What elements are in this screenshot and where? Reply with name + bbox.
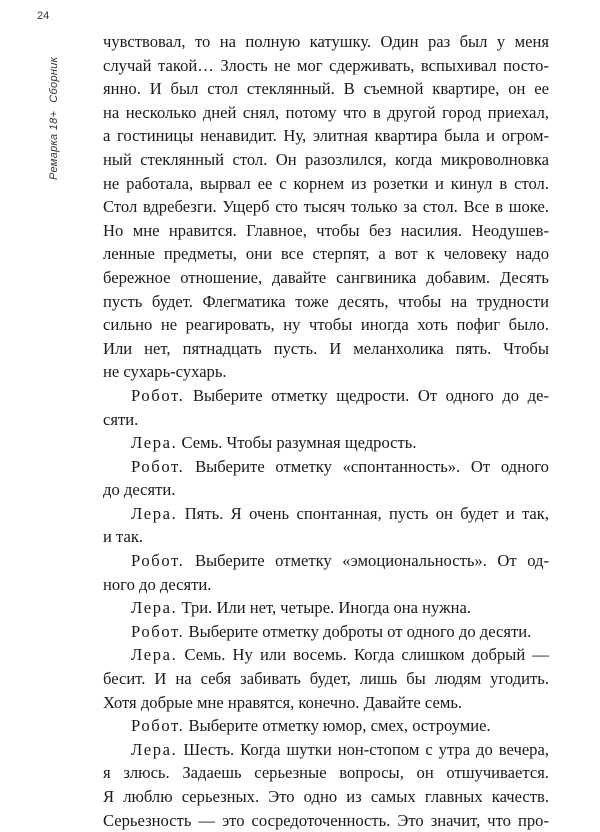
page-number: 24 — [37, 10, 50, 22]
dialogue-paragraph — [103, 549, 549, 596]
speaker-name: Робот. — [131, 716, 185, 736]
speech-text: Три. Или нет, четыре. Иногда она нужна. — [181, 598, 471, 618]
speech-text: Выберите отметку щедрости. От одного до де- — [192, 385, 549, 405]
speech-text: Выберите отметку юмор, смех, остроумие. — [188, 716, 491, 736]
text-line — [103, 620, 549, 644]
speaker-name: Робот. — [131, 621, 185, 641]
running-head-section: Сборник — [48, 56, 60, 103]
dialogue-paragraph — [103, 738, 549, 832]
speech-text: Выберите отметку «спонтанность». От одного — [195, 456, 549, 476]
text-line: бережное отношение, давайте сангвиника добавим. Десять — [103, 267, 549, 287]
text-line: пусть будет. Флегматика тоже десять, чтобы на трудности — [103, 291, 549, 311]
speech-text: Шесть. Когда шутки нон-стопом с утра до вечера, — [183, 739, 549, 759]
running-head — [48, 57, 60, 180]
dialogue-paragraph — [103, 596, 549, 620]
dialogue-paragraph — [103, 384, 549, 431]
text-line: на несколько дней снял, потому что в другой город приехал, — [103, 102, 549, 122]
speaker-name: Лера. — [131, 739, 178, 759]
text-line: чувствовал, то на полную катушку. Один раз был у меня — [103, 32, 549, 51]
text-line — [103, 455, 549, 479]
text-line: до десяти. — [103, 480, 176, 500]
dialogue-paragraph — [103, 502, 549, 549]
running-head-title: Ремарка 18+ — [48, 110, 60, 180]
text-line: не сухарь-сухарь. — [103, 362, 227, 382]
text-line: Стол вдребезги. Ущерб сто тысяч только за стол. Все в шоке. — [103, 197, 549, 217]
dialogue-paragraph — [103, 455, 549, 502]
dialogue-paragraph — [103, 643, 549, 714]
text-line: ленные предметы, они все стерпят, а вот к человеку надо — [103, 244, 549, 264]
speaker-name: Лера. — [131, 598, 178, 618]
speaker-name: Робот. — [131, 385, 185, 405]
text-line — [103, 714, 549, 738]
dialogue-paragraph — [103, 714, 549, 738]
text-line — [103, 596, 549, 620]
text-line: бесит. И на себя забивать будет, лишь бы людям угодить. — [103, 669, 549, 689]
speaker-name: Робот. — [131, 551, 185, 571]
text-line — [103, 384, 549, 408]
text-line: а гостиницы ненавидит. Ну, элитная квартира была и огром- — [103, 126, 549, 146]
text-line — [103, 643, 549, 667]
speech-text: Выберите отметку «эмоциональность». От од- — [194, 551, 550, 571]
text-line: ного до десяти. — [103, 574, 212, 594]
dialogue-paragraph — [103, 431, 549, 455]
text-line: и так. — [103, 527, 144, 547]
speaker-name: Лера. — [131, 433, 178, 453]
text-line: ный стеклянный стол. Он разозлился, когда микроволновка — [103, 149, 549, 169]
text-line — [103, 549, 549, 573]
text-line: сильно не реагировать, ну чтобы иногда хоть пофиг было. — [103, 315, 549, 335]
text-line: Серьезность — это сосредоточенность. Это значит, что про- — [103, 810, 549, 830]
text-line: я злюсь. Задаешь серьезные вопросы, он отшучивается. — [103, 763, 549, 783]
text-line: не работала, вырвал ее с корнем из розетки и кинул в стол. — [103, 173, 549, 193]
text-line: Или нет, пятнадцать пусть. И меланхолика пять. Чтобы — [103, 338, 549, 358]
text-line: янно. И был стол стеклянный. В съемной квартире, он ее — [103, 79, 549, 99]
text-line: Но мне нравится. Главное, чтобы без насилия. Неодушев- — [103, 220, 549, 240]
text-line — [103, 431, 549, 455]
speech-text: Семь. Ну или восемь. Когда слишком добрый — — [184, 645, 549, 665]
body-text — [103, 30, 549, 832]
text-line — [103, 502, 549, 526]
dialogue-paragraph — [103, 620, 549, 644]
text-line: сяти. — [103, 409, 139, 429]
text-line: Я люблю серьезных. Это одно из самых главных качеств. — [103, 787, 549, 806]
speech-text: Семь. Чтобы разумная щедрость. — [181, 433, 417, 453]
speaker-name: Лера. — [131, 645, 178, 665]
speech-text: Пять. Я очень спонтанная, пусть он будет и так, — [184, 503, 549, 523]
speaker-name: Лера. — [131, 503, 178, 523]
speech-text: Выберите отметку доброты от одного до десяти. — [188, 621, 532, 641]
prose-paragraph — [103, 30, 549, 384]
text-line: случай такой… Злость не мог сдерживать, вспыхивал посто- — [103, 55, 549, 75]
speaker-name: Робот. — [131, 456, 185, 476]
text-line: Хотя добрые мне нравятся, конечно. Давайте семь. — [103, 692, 463, 712]
